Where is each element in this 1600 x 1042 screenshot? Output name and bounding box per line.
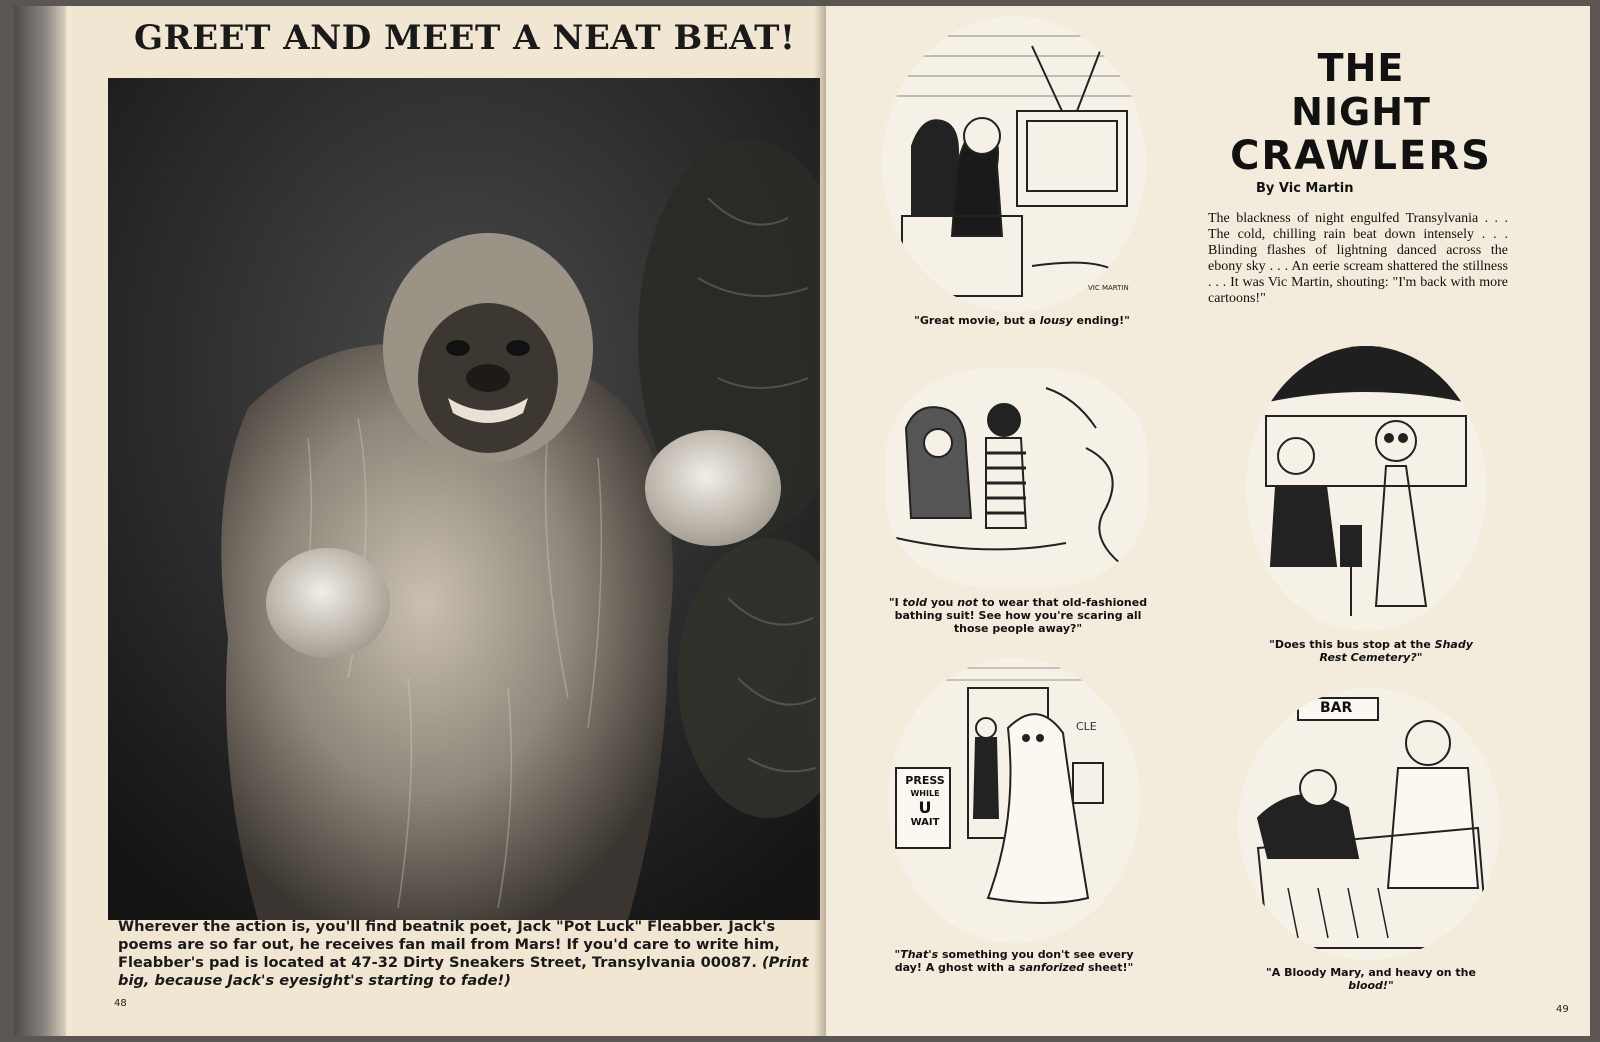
sign-line-4: WAIT [910,817,940,828]
caption-1-part-b: lousy [1039,314,1073,327]
caption-2-part-d: not [957,596,978,609]
caption-4-part-d: sheet!" [1084,961,1134,974]
cartoon-caption-4 [884,948,1144,974]
intro-paragraph: The blackness of night engulfed Transylvania . . . The cold, chilling rain beat down intensely . . . Blinding flashes of lightning danced across the ebony sky . . . An eerie scream shattered the stillness . . . It was Vic Martin, shouting: "I'm back with more cartoons!" [1208,211,1508,306]
caption-text: Wherever the action is, you'll find beatnik poet, Jack "Pot Luck" Fleabber. Jack's poems are so far out, he receives fan mail from Mars! If you'd care to write him, Fleabber's pad is located at 47-32 Dirty Sneakers Street, Transylvania 00087. [118,918,780,971]
caption-2-part-b: told [902,596,927,609]
caption-3-part-a: "Does this bus stop at the [1269,638,1435,651]
caption-2-part-e: to wear that old-fashioned bathing suit! See how you're scaring all those people away?" [894,596,1148,635]
beach-monster-drawing [886,368,1148,588]
ghost-cleaners-cartoon [888,658,1140,943]
tv-couple-cartoon [882,16,1146,312]
bus-skeleton-drawing [1246,346,1486,631]
bar-sign: BAR [1320,700,1353,716]
title-line-2: NIGHT [1291,90,1431,134]
photo-caption [118,918,818,990]
caption-2-part-c: you [927,596,958,609]
left-page [14,6,826,1036]
magazine-spread [14,6,1590,1036]
vampire-bar-drawing [1238,688,1500,960]
cartoon-caption-3 [1256,638,1486,664]
caption-3-part-b: Shady Rest Cemetery?" [1319,638,1473,664]
page-number-right: 49 [1556,1004,1569,1015]
ape-costume-photo [108,78,820,920]
photo-illustration [108,78,820,920]
caption-5-part-b: blood!" [1348,979,1394,992]
right-page [826,6,1590,1036]
caption-2-part-a: "I [888,596,903,609]
vampire-bar-cartoon [1238,688,1500,960]
byline: By Vic Martin [1256,181,1354,196]
caption-4-part-b: something you don't see every day! A ghost with a [894,948,1134,974]
caption-italic: (Print big, because Jack's eyesight's starting to fade!) [118,954,809,989]
cartoon-caption-2 [888,596,1148,635]
beach-monster-cartoon [886,368,1148,588]
title-line-3: CRAWLERS [1230,133,1492,179]
article-title [1156,46,1566,178]
page-edge [14,6,66,1036]
cartoon-caption-1 [892,314,1152,327]
cartoon-caption-5 [1246,966,1496,992]
tv-couple-drawing [882,16,1146,312]
caption-5-part-a: "A Bloody Mary, and heavy on the [1266,966,1476,979]
page-number-left: 48 [114,998,127,1009]
bus-skeleton-cartoon [1246,346,1486,631]
cartoon-signature: VIC MARTIN [1088,284,1129,292]
press-sign [902,774,948,829]
caption-1-part-a: "Great movie, but a [914,314,1040,327]
sign-line-3: U [918,798,932,817]
page-headline: GREET AND MEET A NEAT BEAT! [134,18,796,58]
caption-4-part-a: "That's [894,948,939,961]
cleaners-door-label: CLE [1076,720,1097,733]
caption-4-part-c: sanforized [1019,961,1085,974]
title-line-1: THE [1317,46,1405,90]
sign-line-1: PRESS [905,774,945,787]
sign-line-2: WHILE [910,789,940,798]
caption-1-part-c: ending!" [1072,314,1130,327]
